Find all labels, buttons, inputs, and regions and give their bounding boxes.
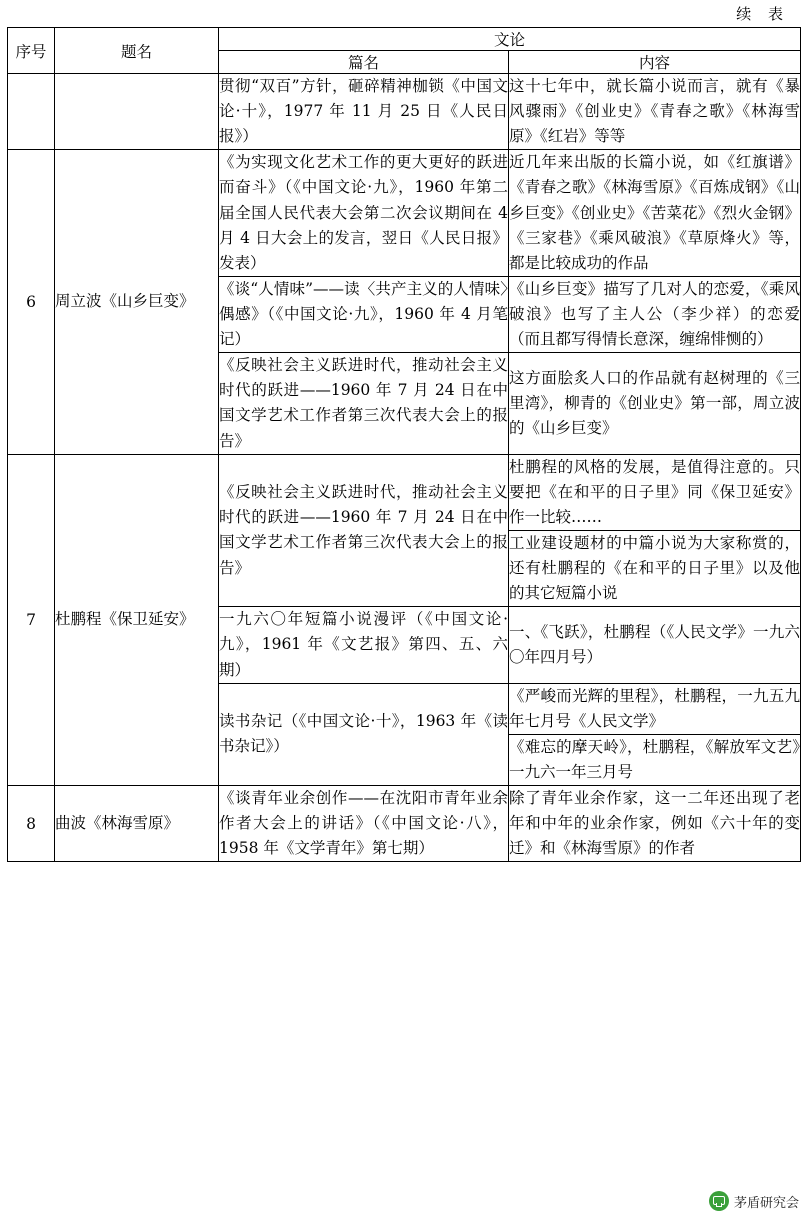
table-row	[8, 786, 801, 862]
row-content: 工业建设题材的中篇小说为大家称赏的，还有杜鹏程的《在和平的日子里》以及他的其它短篇小说	[509, 530, 801, 606]
row-title: 周立波《山乡巨变》	[55, 150, 219, 454]
row-title: 曲波《林海雪原》	[55, 786, 219, 862]
row-content: 除了青年业余作家，这一二年还出现了老年和中年的业余作家，例如《六十年的变迁》和《林海雪原》的作者	[509, 786, 801, 862]
table-row	[8, 454, 801, 530]
header-piece: 篇名	[219, 51, 509, 74]
row-piece: 《谈青年业余创作——在沈阳市青年业余作者大会上的讲话》（《中国文论·八》，1958 年《文学青年》第七期）	[219, 786, 509, 862]
row-content: 《山乡巨变》描写了几对人的恋爱，《乘风破浪》也写了主人公（李少祥）的恋爱（而且都写得情长意深，缠绵悱恻的）	[509, 276, 801, 352]
row-number: 6	[8, 150, 55, 454]
row-content: 近几年来出版的长篇小说，如《红旗谱》《青春之歌》《林海雪原》《百炼成钢》《山乡巨变》《创业史》《苦菜花》《烈火金钢》《三家巷》《乘风破浪》《草原烽火》等，都是比较成功的作品	[509, 150, 801, 277]
row-content: 这方面脍炙人口的作品就有赵树理的《三里湾》，柳青的《创业史》第一部，周立波的《山乡巨变》	[509, 353, 801, 454]
row-content: 这十七年中，就长篇小说而言，就有《暴风骤雨》《创业史》《青春之歌》《林海雪原》《红岩》等等	[509, 74, 801, 150]
wechat-account-label: 茅盾研究会	[733, 1195, 799, 1211]
row-content: 《严峻而光辉的里程》，杜鹏程，一九五九年七月号《人民文学》	[509, 683, 801, 734]
literature-table	[7, 27, 801, 862]
row-content: 杜鹏程的风格的发展，是值得注意的。只要把《在和平的日子里》同《保卫延安》作一比较……	[509, 454, 801, 530]
row-content: 《难忘的摩天岭》，杜鹏程，《解放军文艺》一九六一年三月号	[509, 734, 801, 785]
table-row	[8, 150, 801, 277]
wechat-account-icon	[709, 1191, 729, 1211]
row-piece: 贯彻“双百”方针，砸碎精神枷锁《中国文论·十》，1977 年 11 月 25 日《人民日报》）	[219, 74, 509, 150]
row-title: 杜鹏程《保卫延安》	[55, 454, 219, 785]
row-number: 8	[8, 786, 55, 862]
row-piece: 《为实现文化艺术工作的更大更好的跃进而奋斗》（《中国文论·九》，1960 年第二届全国人民代表大会第二次会议期间在 4 月 4 日大会上的发言，翌日《人民日报》发表）	[219, 150, 509, 277]
table-row	[8, 74, 801, 150]
row-content: 一、《飞跃》，杜鹏程（《人民文学》一九六〇年四月号）	[509, 607, 801, 683]
row-number: 7	[8, 454, 55, 785]
row-number	[8, 74, 55, 150]
table-header-row-1	[8, 28, 801, 51]
header-number: 序号	[8, 28, 55, 74]
wechat-account-badge	[709, 1191, 799, 1211]
row-piece: 读书杂记（《中国文论·十》，1963 年《读书杂记》）	[219, 683, 509, 785]
row-piece: 《反映社会主义跃进时代，推动社会主义时代的跃进——1960 年 7 月 24 日在中国文学艺术工作者第三次代表大会上的报告》	[219, 454, 509, 607]
continuation-label: 续 表	[736, 5, 789, 23]
row-piece: 一九六〇年短篇小说漫评（《中国文论·九》，1961 年《文艺报》第四、五、六期）	[219, 607, 509, 683]
row-title	[55, 74, 219, 150]
header-content: 内容	[509, 51, 801, 74]
header-title: 题名	[55, 28, 219, 74]
header-group: 文论	[219, 28, 801, 51]
row-piece: 《谈“人情味”——读〈共产主义的人情味〉偶感》（《中国文论·九》，1960 年 4 月笔记）	[219, 276, 509, 352]
row-piece: 《反映社会主义跃进时代，推动社会主义时代的跃进——1960 年 7 月 24 日在中国文学艺术工作者第三次代表大会上的报告》	[219, 353, 509, 454]
